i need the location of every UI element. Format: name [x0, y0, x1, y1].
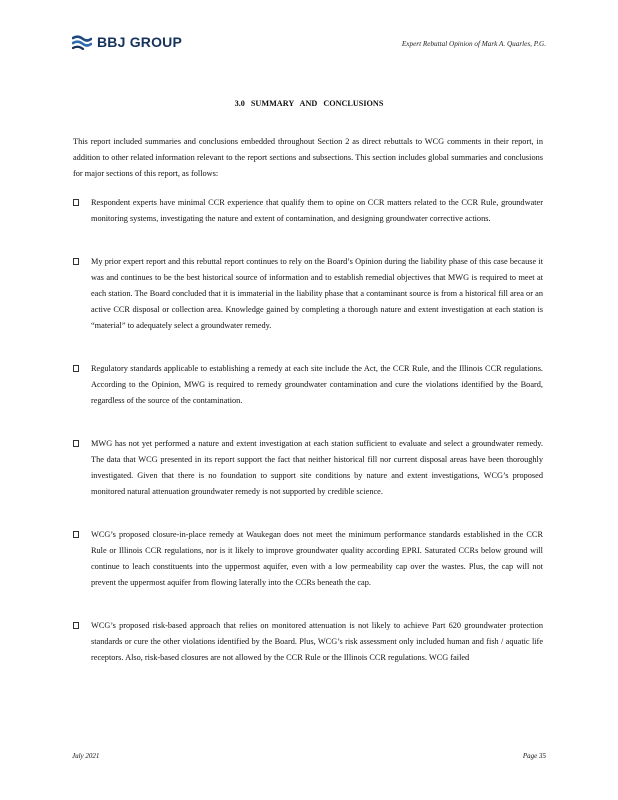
- list-item: [73, 195, 543, 227]
- bullet-box-icon: [73, 199, 79, 206]
- bullet-box-icon: [73, 622, 79, 629]
- footer-page-number: Page 35: [522, 752, 546, 760]
- logo-text: BBJ GROUP: [97, 34, 183, 50]
- bullet-box-icon: [73, 440, 79, 447]
- list-item-text: Regulatory standards applicable to establishing a remedy at each site include the Act, the CCR Rule, and the Illinois CCR regulations. According to the Opinion, MWG is required to remedy groundwater contamination and cure the violations identified by the Board, regardless of the source of the contamination.: [91, 364, 543, 405]
- bullet-box-icon: [73, 531, 79, 538]
- company-logo: [72, 34, 182, 50]
- list-item: [73, 527, 543, 591]
- conclusions-list: [73, 195, 543, 693]
- bullet-box-icon: [73, 258, 79, 265]
- list-item: [73, 361, 543, 409]
- section-heading: 3.0 SUMMARY AND CONCLUSIONS: [234, 99, 384, 108]
- document-header-title: Expert Rebuttal Opinion of Mark A. Quarles, P.G.: [401, 40, 546, 48]
- bbj-logo-icon: [72, 34, 92, 50]
- list-item-text: MWG has not yet performed a nature and extent investigation at each station sufficient to evaluate and select a groundwater remedy. The data that WCG presented in its report support the fact that neither historical fill nor current disposal areas have been thoroughly investigated. Given that there is no foundation to support site conditions by nature and extent investigations, WCG’s proposed monitored natural attenuation groundwater remedy is not supported by credible science.: [91, 439, 543, 496]
- bullet-box-icon: [73, 365, 79, 372]
- list-item-text: WCG’s proposed closure-in-place remedy at Waukegan does not meet the minimum performance standards established in the CCR Rule or Illinois CCR regulations, nor is it likely to improve groundwater quality according EPRI. Saturated CCRs below ground will continue to leach constituents into the uppermost aquifer, even with a low permeability cap over the wastes. Plus, the cap will not prevent the uppermost aquifer from flowing laterally into the CCRs beneath the cap.: [91, 530, 543, 587]
- list-item: [73, 436, 543, 500]
- list-item: [73, 254, 543, 334]
- list-item-text: My prior expert report and this rebuttal report continues to rely on the Board’s Opinion during the liability phase of this case because it was and continues to be the best historical source of information and to establish remedial objectives that MWG is required to meet at each station. The Board concluded that it is immaterial in the liability phase that a contaminant source is from a historical fill area or an active CCR disposal or collection area. Knowledge gained by completing a thorough nature and extent investigation at each station is “material” to adequately select a groundwater remedy.: [91, 257, 543, 330]
- list-item-text: Respondent experts have minimal CCR experience that qualify them to opine on CCR matters related to the CCR Rule, groundwater monitoring systems, investigating the nature and extent of contamination, and designing groundwater corrective actions.: [91, 198, 543, 223]
- intro-paragraph: This report included summaries and conclusions embedded throughout Section 2 as direct rebuttals to WCG comments in their report, in addition to other related information relevant to the report sections and subsections. This section includes global summaries and conclusions for major sections of this report, as follows:: [73, 137, 543, 178]
- footer-date: July 2021: [72, 752, 100, 760]
- list-item-text: WCG’s proposed risk-based approach that relies on monitored attenuation is not likely to achieve Part 620 groundwater protection standards or cure the other violations identified by the Board. Plus, WCG’s risk assessment only included human and fish / aquatic life receptors. Also, risk-based closures are not allowed by the CCR Rule or the Illinois CCR regulations. WCG failed: [91, 621, 543, 662]
- list-item: [73, 618, 543, 666]
